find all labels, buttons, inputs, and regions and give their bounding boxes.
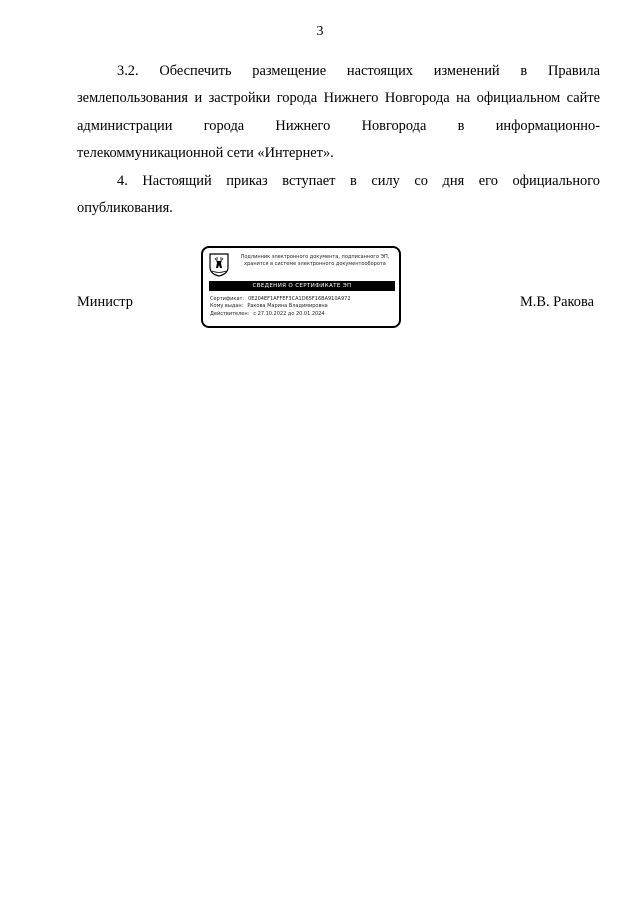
issued-to-value: Ракова Марина Владимировна [247,303,328,310]
valid-row [210,311,396,318]
page-number: 3 [316,24,324,39]
deer-emblem-icon [209,253,229,277]
signer-title: Министр [77,294,133,310]
issued-to-row [210,303,396,310]
paragraph-4: 4. Настоящий приказ вступает в силу со дня его официального опубликования. [77,172,600,217]
certificate-value: 0E204EF1AFFEF3CA1D65F16BA910A972 [248,296,351,302]
stamp-note: Подлинник электронного документа, подписанного ЭП, хранится в системе электронного документооборота [240,254,390,267]
valid-label: Действителен: [210,310,250,317]
certificate-label: Сертификат: [210,296,245,302]
signer-name: М.В. Ракова [519,294,594,310]
stamp-header: СВЕДЕНИЯ О СЕРТИФИКАТЕ ЭП [209,281,395,291]
issued-to-label: Кому выдан: [210,303,244,310]
paragraph-3-2: 3.2. Обеспечить размещение настоящих изменений в Правила землепользования и застройки города Нижнего Новгорода на официальном сайте администрации города Нижнего Новгорода в информационно-телекоммуникационной сети «Интернет». [77,63,600,162]
valid-value: с 27.10.2022 до 20.01.2024 [253,310,325,317]
digital-signature-stamp [201,246,401,328]
document-body [77,58,600,222]
signature-block [0,246,640,336]
certificate-details [210,296,396,318]
certificate-row [210,296,396,303]
